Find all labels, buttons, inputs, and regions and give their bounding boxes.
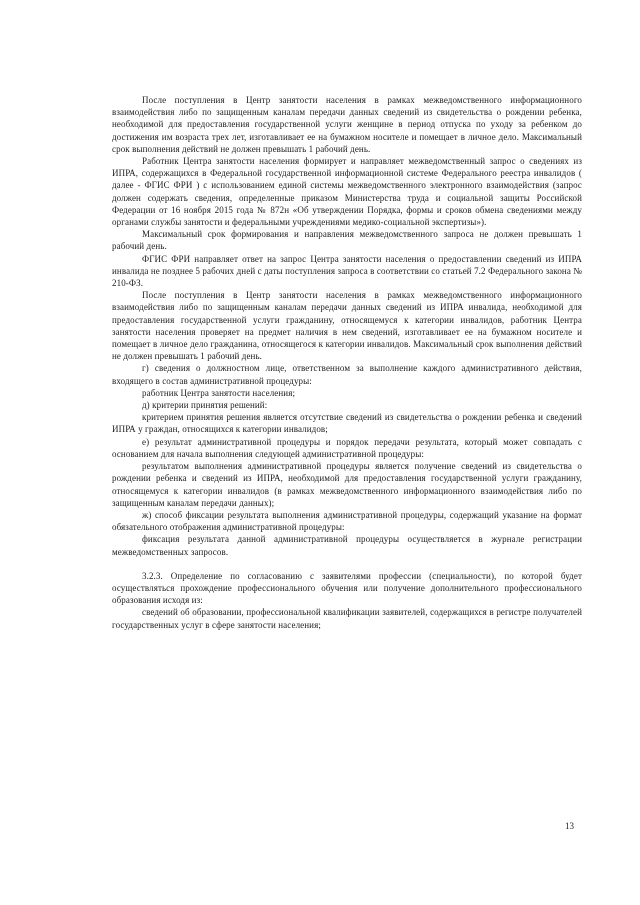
paragraph: Работник Центра занятости населения формирует и направляет межведомственный запрос о сведениях из ИПРА, содержащихся в Федеральной государственной информационной системе Федерального реестра инвалидов ( далее - ФГИС ФРИ ) с использованием единой системы межведомственного электронного взаимодействия (запрос должен содержать сведения, определенные приказом Министерства труда и социальной защиты Российской Федерации от 16 ноября 2015 года № 872н «Об утверждении Порядка, формы и сроков обмена сведениями между органами службы занятости и федеральными учреждениями медико-социальной экспертизы»). (112, 156, 582, 228)
paragraph: критерием принятия решения является отсутствие сведений из свидетельства о рождении ребенка и сведений ИПРА у граждан, относящихся к категории инвалидов; (112, 412, 582, 435)
paragraph: сведений об образовании, профессиональной квалификации заявителей, содержащихся в регистре получателей государственных услуг в сфере занятости населения; (112, 607, 582, 630)
paragraph: фиксация результата данной административной процедуры осуществляется в журнале регистрации межведомственных запросов. (112, 534, 582, 557)
paragraph: г) сведения о должностном лице, ответственном за выполнение каждого административного действия, входящего в состав административной процедуры: (112, 363, 582, 386)
section-heading-paragraph: 3.2.3. Определение по согласованию с заявителями профессии (специальности), по которой будет осуществляться прохождение профессионального обучения или получение дополнительного профессионального образования исходя из: (112, 570, 582, 606)
paragraph: е) результат административной процедуры и порядок передачи результата, который может совпадать с основанием для начала выполнения следующей административной процедуры: (112, 436, 582, 459)
paragraph: д) критерии принятия решений: (142, 400, 268, 411)
paragraph: результатом выполнения административной процедуры является получение сведений из свидетельства о рождении ребенка и сведений из ИПРА, необходимой для предоставления государственной услуги гражданину, относящемуся к категории инвалидов (в рамках межведомственного информационного взаимодействия либо по защищенным каналам передачи данных); (112, 461, 582, 508)
paragraph: Максимальный срок формирования и направления межведомственного запроса не должен превышать 1 рабочий день. (112, 229, 582, 252)
paragraph: ФГИС ФРИ направляет ответ на запрос Центра занятости населения о предоставлении сведений из ИПРА инвалида не позднее 5 рабочих дней с даты поступления запроса в соответствии со статьей 7.2 Федерального закона № 210-ФЗ. (112, 253, 582, 289)
paragraph: работник Центра занятости населения; (142, 387, 296, 398)
document-body (112, 94, 582, 631)
section-gap (112, 558, 582, 570)
paragraph: После поступления в Центр занятости населения в рамках межведомственного информационного взаимодействия либо по защищенным каналам передачи данных сведений из ИПРА инвалида, необходимой для предоставления государственной услуги гражданину, относящемуся к категории инвалидов, работник Центра занятости населения проверяет на предмет наличия в нем сведений, изготавливает ее на бумажном носителе и помещает в личное дело гражданина, относящегося к категории инвалидов. Максимальный срок выполнения действий не должен превышать 1 рабочий день. (112, 290, 582, 362)
paragraph: ж) способ фиксации результата выполнения административной процедуры, содержащий указание на формат обязательного отображения административной процедуры: (112, 509, 582, 533)
paragraph: После поступления в Центр занятости населения в рамках межведомственного информационного взаимодействия либо по защищенным каналам передачи данных сведений из свидетельства о рождении ребенка, необходимой для предоставления государственной услуги женщине в период отпуска по уходу за ребенком до достижения им возраста трех лет, изготавливает ее на бумажном носителе и помещает в личное дело. Максимальный срок выполнения действий не должен превышать 1 рабочий день. (112, 95, 582, 154)
page-number: 13 (565, 821, 574, 831)
